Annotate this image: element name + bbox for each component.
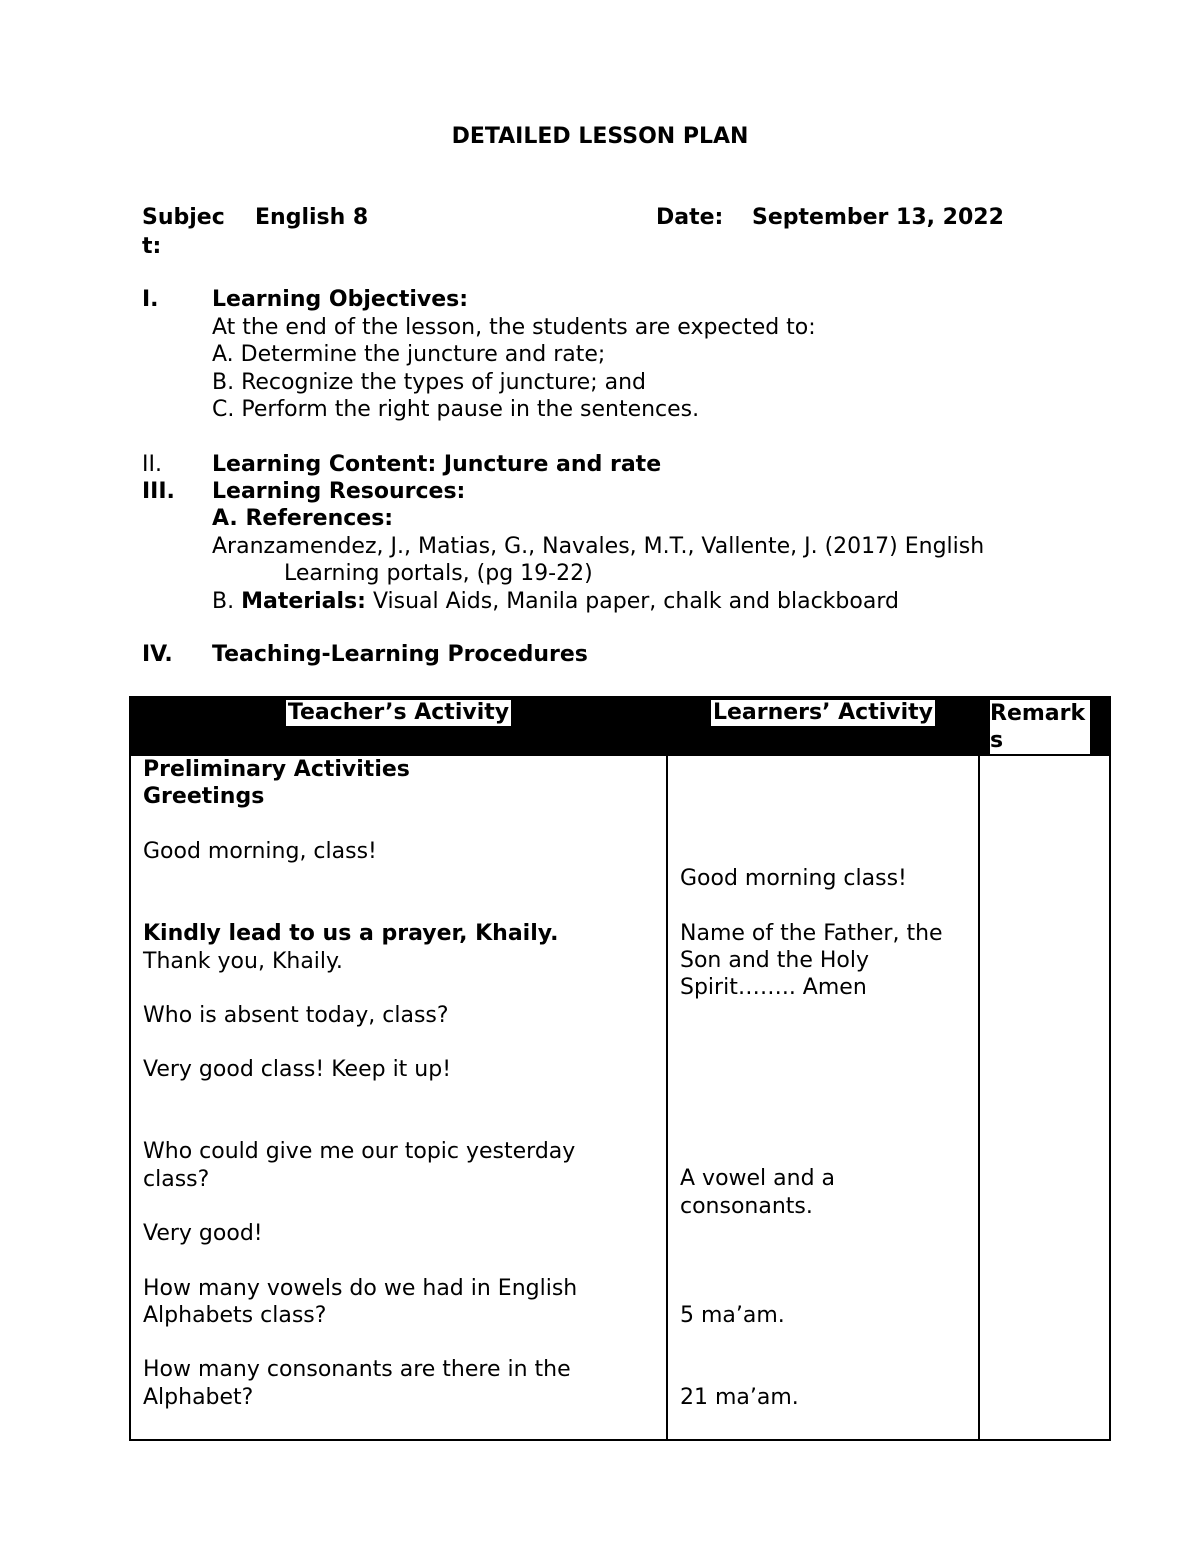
materials-value: Visual Aids, Manila paper, chalk and blackboard	[365, 589, 899, 614]
section-numeral: II.	[142, 452, 162, 477]
teacher-line: How many vowels do we had in English	[143, 1276, 578, 1301]
learner-line: Spirit…….. Amen	[680, 975, 867, 1000]
subject-label-line1: Subjec	[142, 205, 225, 230]
teacher-line: Very good class! Keep it up!	[143, 1057, 452, 1082]
procedures-table	[129, 696, 1111, 1441]
teacher-line: Thank you, Khaily.	[143, 949, 343, 974]
section-heading: Teaching-Learning Procedures	[212, 642, 588, 667]
subject-label-line2: t:	[142, 234, 162, 259]
teacher-heading: Preliminary Activities	[143, 757, 410, 782]
materials-prefix: B.	[212, 589, 242, 614]
date-value: September 13, 2022	[752, 205, 1004, 230]
objective-item: C. Perform the right pause in the sentences.	[212, 397, 700, 422]
table-header-row	[130, 697, 1110, 755]
reference-line: Aranzamendez, J., Matias, G., Navales, M.T., Vallente, J. (2017) English	[212, 534, 985, 559]
section-heading: Learning Objectives:	[212, 287, 469, 312]
teacher-line: class?	[143, 1167, 210, 1192]
header-remarks: Remarks	[979, 697, 1110, 755]
reference-line: Learning portals, (pg 19-22)	[284, 561, 593, 586]
header-learners-activity: Learners’ Activity	[667, 697, 979, 755]
teacher-line: Who could give me our topic yesterday	[143, 1139, 576, 1164]
section-numeral: I.	[142, 287, 159, 312]
learners-activity-cell	[667, 755, 979, 1440]
materials-line	[212, 588, 899, 616]
date-label: Date:	[656, 205, 724, 230]
subject-value: English 8	[255, 205, 369, 230]
section-numeral: IV.	[142, 642, 173, 667]
header-teacher-activity: Teacher’s Activity	[130, 697, 667, 755]
section-heading: Learning Resources:	[212, 479, 466, 504]
teacher-line: Good morning, class!	[143, 839, 377, 864]
objective-item: B. Recognize the types of juncture; and	[212, 370, 647, 395]
learner-line: 21 ma’am.	[680, 1385, 799, 1410]
objective-item: A. Determine the juncture and rate;	[212, 342, 606, 367]
section-heading: Learning Content: Juncture and rate	[212, 452, 662, 477]
learner-line: Son and the Holy	[680, 948, 869, 973]
teacher-line: Alphabet?	[143, 1385, 254, 1410]
teacher-activity-cell	[130, 755, 667, 1440]
teacher-line: Who is absent today, class?	[143, 1003, 449, 1028]
learner-line: 5 ma’am.	[680, 1303, 785, 1328]
teacher-line: Alphabets class?	[143, 1303, 327, 1328]
teacher-line: How many consonants are there in the	[143, 1357, 571, 1382]
objectives-intro: At the end of the lesson, the students are expected to:	[212, 315, 816, 340]
page-title: DETAILED LESSON PLAN	[451, 124, 749, 149]
table-row	[130, 755, 1110, 1440]
learner-line: Name of the Father, the	[680, 921, 943, 946]
references-heading: A. References:	[212, 506, 394, 531]
materials-label: Materials:	[241, 589, 366, 614]
learner-line: Good morning class!	[680, 866, 907, 891]
remarks-cell	[979, 755, 1110, 1440]
teacher-heading: Greetings	[143, 784, 265, 809]
teacher-line: Kindly lead to us a prayer, Khaily.	[143, 921, 559, 946]
learner-line: A vowel and a	[680, 1166, 836, 1191]
learner-line: consonants.	[680, 1194, 813, 1219]
teacher-line: Very good!	[143, 1221, 263, 1246]
section-numeral: III.	[142, 479, 175, 504]
